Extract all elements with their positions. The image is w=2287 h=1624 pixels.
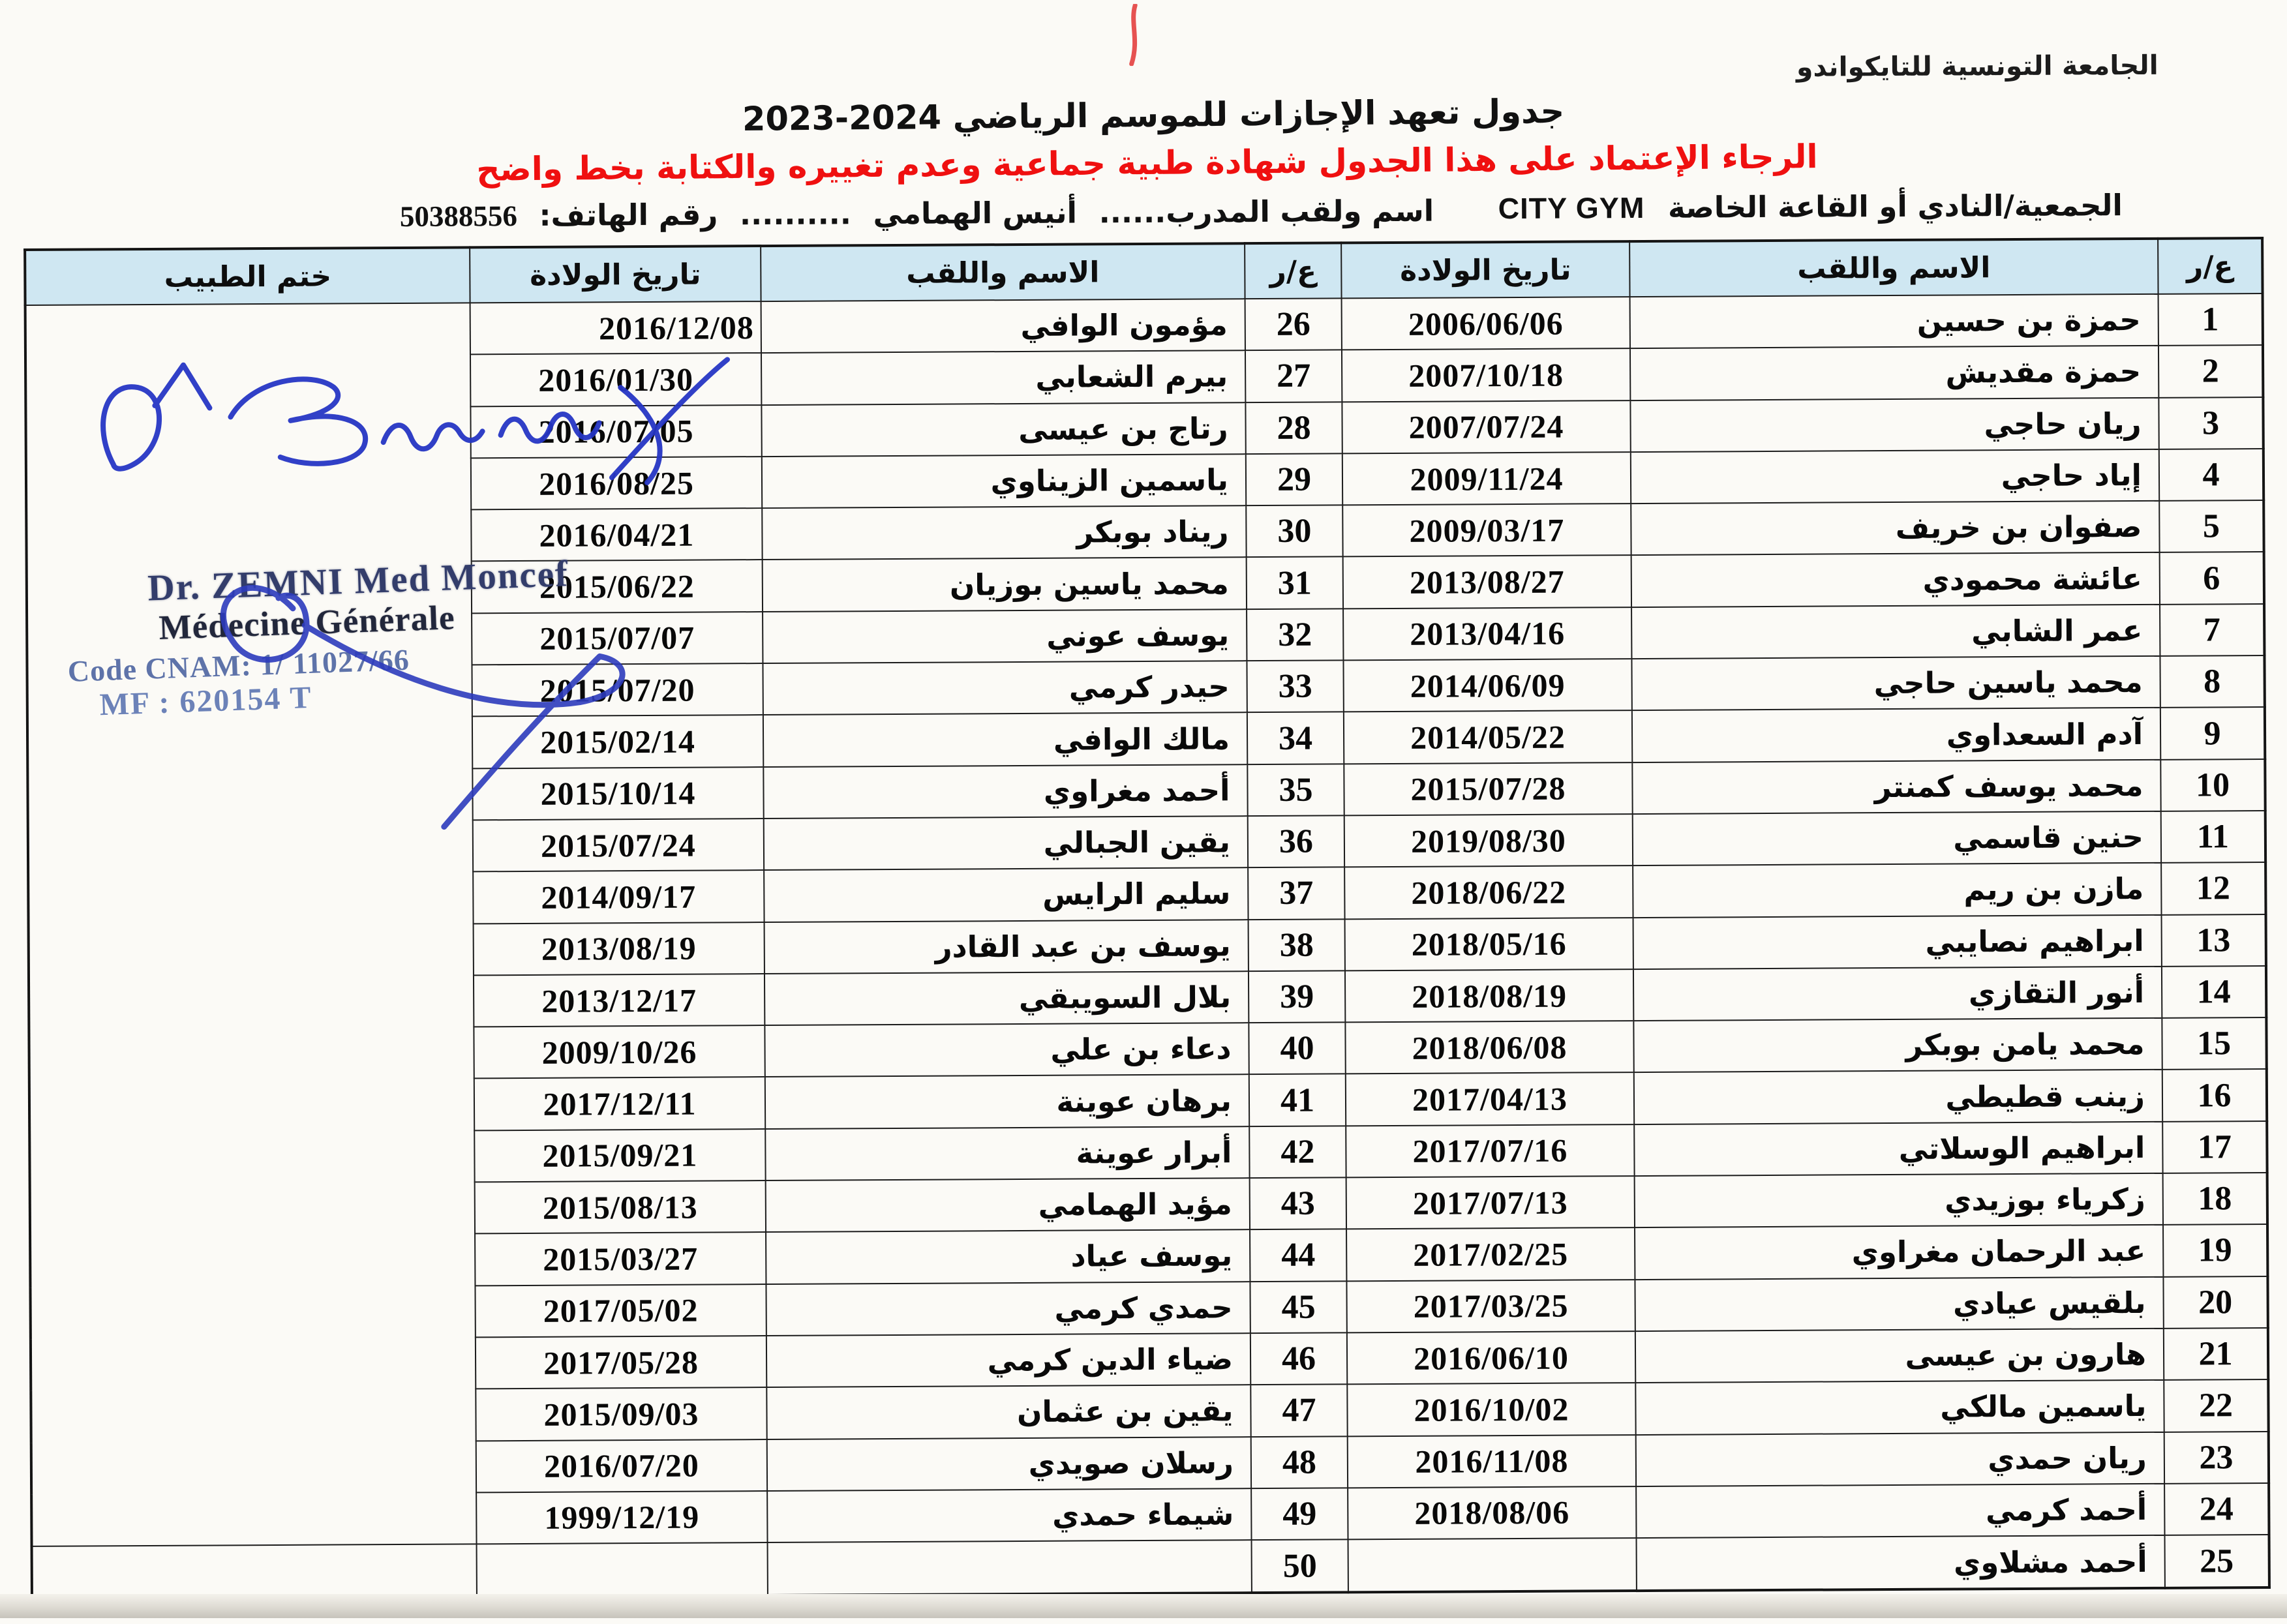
row-number-cell: 16 bbox=[2162, 1069, 2267, 1121]
row-number-cell: 33 bbox=[1247, 660, 1343, 712]
row-number-cell: 38 bbox=[1249, 919, 1345, 971]
name-cell: حمدي كرمي bbox=[766, 1282, 1250, 1336]
dob-cell: 2016/06/10 bbox=[1347, 1331, 1635, 1385]
name-cell: ريان حاجي bbox=[1630, 397, 2158, 452]
name-cell: بيرم الشعابي bbox=[761, 350, 1245, 404]
name-cell: زكرياء بوزيدي bbox=[1635, 1173, 2163, 1228]
row-number-cell: 9 bbox=[2160, 707, 2265, 759]
row-number-cell: 36 bbox=[1248, 815, 1344, 867]
scan-artifact-red bbox=[1126, 4, 1145, 66]
name-cell: دعاء بن علي bbox=[765, 1023, 1249, 1077]
row-number-cell: 41 bbox=[1249, 1074, 1346, 1126]
dob-cell: 2015/10/14 bbox=[472, 767, 763, 820]
phone-number: 50388556 bbox=[399, 200, 518, 233]
row-number-cell: 46 bbox=[1250, 1332, 1347, 1385]
name-cell: يوسف بن عبد القادر bbox=[765, 920, 1249, 974]
name-cell: أحمد مشلاوي bbox=[1637, 1535, 2165, 1591]
phone-label: رقم الهاتف: bbox=[539, 197, 718, 233]
coach-label: اسم ولقب المدرب...... bbox=[1098, 193, 1434, 230]
name-cell: ريان حمدي bbox=[1636, 1432, 2164, 1486]
organization-title: الجامعة التونسية للتايكواندو bbox=[1796, 49, 2158, 83]
dob-cell: 2014/06/09 bbox=[1343, 659, 1631, 712]
dob-cell: 2017/12/11 bbox=[474, 1077, 765, 1130]
dob-cell: 2013/04/16 bbox=[1343, 607, 1631, 661]
dob-cell: 2009/11/24 bbox=[1342, 452, 1631, 505]
row-number-cell: 19 bbox=[2163, 1224, 2267, 1276]
dob-cell: 2018/06/22 bbox=[1344, 865, 1633, 919]
name-cell: يوسف عوني bbox=[763, 609, 1247, 663]
row-number-cell: 31 bbox=[1247, 557, 1343, 609]
row-number-cell: 25 bbox=[2165, 1535, 2269, 1588]
doctor-stamp-cell bbox=[25, 303, 477, 1546]
header-name-right: الاسم واللقب bbox=[1629, 239, 2158, 297]
name-cell: ضياء الدين كرمي bbox=[766, 1333, 1250, 1387]
row-number-cell: 21 bbox=[2164, 1328, 2268, 1380]
row-number-cell: 7 bbox=[2160, 604, 2264, 656]
doctor-stamp-cell-empty bbox=[32, 1544, 477, 1599]
row-number-cell: 13 bbox=[2162, 914, 2266, 967]
dob-cell: 2013/08/19 bbox=[474, 922, 765, 976]
dob-cell: 2015/09/21 bbox=[474, 1129, 765, 1182]
row-number-cell: 47 bbox=[1250, 1385, 1347, 1437]
row-number-cell: 48 bbox=[1251, 1436, 1348, 1488]
name-cell: أنور التقازي bbox=[1633, 967, 2162, 1021]
header-name-left: الاسم واللقب bbox=[761, 243, 1245, 301]
dob-cell: 2015/07/24 bbox=[473, 819, 764, 872]
row-number-cell: 22 bbox=[2164, 1379, 2268, 1432]
stamp-cnam-code: Code CNAM: 1/ 11027/66 bbox=[67, 642, 410, 689]
row-number-cell: 30 bbox=[1246, 505, 1342, 558]
header-stamp: ختم الطبيب bbox=[25, 247, 470, 305]
stamp-specialty: Médecine Générale bbox=[158, 598, 456, 647]
dob-cell: 2016/08/25 bbox=[471, 457, 762, 510]
header-num-right: ع/ر bbox=[2158, 238, 2262, 294]
row-number-cell: 18 bbox=[2163, 1173, 2267, 1225]
name-cell: بلال السويبقي bbox=[765, 971, 1249, 1025]
document-title: جدول تعهد الإجازات للموسم الرياضي 2024-2023 bbox=[742, 92, 1565, 139]
name-cell bbox=[768, 1540, 1252, 1595]
row-number-cell: 50 bbox=[1252, 1540, 1348, 1593]
dob-cell: 2017/02/25 bbox=[1346, 1227, 1635, 1281]
row-number-cell: 35 bbox=[1247, 764, 1344, 816]
dob-cell: 2015/08/13 bbox=[475, 1180, 766, 1234]
notice-red-line: الرجاء الإعتماد على هذا الجدول شهادة طبية جماعية وعدم تغييره والكتابة بخط واضح bbox=[476, 138, 1818, 188]
row-number-cell: 2 bbox=[2158, 345, 2263, 397]
dob-cell bbox=[1348, 1538, 1637, 1592]
name-cell: ابراهيم الوسلاتي bbox=[1634, 1122, 2162, 1177]
table-body bbox=[25, 293, 2269, 1599]
header-num-left: ع/ر bbox=[1245, 243, 1341, 299]
row-number-cell: 4 bbox=[2159, 449, 2264, 501]
name-cell: سليم الرايس bbox=[764, 867, 1248, 922]
name-cell: أبرار عوينة bbox=[765, 1126, 1249, 1180]
dob-cell: 2017/05/02 bbox=[475, 1284, 766, 1338]
dob-cell: 2007/07/24 bbox=[1342, 400, 1630, 454]
row-number-cell: 37 bbox=[1248, 867, 1344, 920]
table-row bbox=[32, 1535, 2269, 1599]
dob-cell: 2016/01/30 bbox=[470, 353, 761, 406]
name-cell: عبد الرحمان مغراوي bbox=[1635, 1225, 2163, 1280]
row-number-cell: 12 bbox=[2161, 862, 2265, 914]
name-cell: رتاج بن عيسى bbox=[761, 402, 1245, 457]
dob-cell: 2015/03/27 bbox=[475, 1232, 766, 1286]
name-cell: محمد يامن بوبكر bbox=[1633, 1018, 2162, 1073]
coach-phone-line bbox=[394, 194, 1440, 233]
row-number-cell: 14 bbox=[2162, 966, 2266, 1018]
dob-cell: 2015/07/28 bbox=[1344, 762, 1632, 816]
dob-cell: 2019/08/30 bbox=[1344, 814, 1633, 867]
club-name: CITY GYM bbox=[1498, 190, 1645, 226]
row-number-cell: 44 bbox=[1250, 1229, 1346, 1282]
header-dob-left: تاريخ الولادة bbox=[470, 246, 761, 303]
dob-cell: 1999/12/19 bbox=[476, 1491, 767, 1544]
name-cell: حمزة بن حسين bbox=[1630, 294, 2158, 349]
name-cell: ياسمين مالكي bbox=[1635, 1380, 2164, 1435]
name-cell: مالك الوافي bbox=[763, 713, 1247, 767]
name-cell: محمد ياسين حاجي bbox=[1631, 656, 2160, 711]
name-cell: مؤيد الهمامي bbox=[766, 1178, 1250, 1232]
name-cell: شيماء حمدي bbox=[767, 1488, 1251, 1542]
row-number-cell: 10 bbox=[2160, 759, 2265, 811]
row-number-cell: 34 bbox=[1247, 712, 1344, 764]
row-number-cell: 15 bbox=[2162, 1017, 2266, 1070]
dob-cell: 2009/03/17 bbox=[1342, 504, 1631, 557]
row-number-cell: 32 bbox=[1247, 609, 1343, 661]
dob-cell: 2016/07/20 bbox=[476, 1439, 767, 1493]
name-cell: يوسف عياد bbox=[766, 1230, 1250, 1284]
dob-cell: 2018/08/06 bbox=[1348, 1486, 1636, 1540]
name-cell: ابراهيم نصايبي bbox=[1633, 914, 2162, 969]
dob-cell: 2009/10/26 bbox=[474, 1025, 765, 1079]
row-number-cell: 8 bbox=[2160, 655, 2264, 708]
name-cell: أحمد مغراوي bbox=[763, 764, 1247, 819]
dob-cell: 2013/12/17 bbox=[474, 974, 765, 1027]
name-cell: مازن بن ريم bbox=[1633, 863, 2161, 918]
dob-cell: 2014/05/22 bbox=[1344, 710, 1632, 764]
dob-cell: 2013/08/27 bbox=[1343, 556, 1631, 609]
name-cell: يقين الجبالي bbox=[764, 816, 1248, 870]
dob-cell: 2017/03/25 bbox=[1346, 1280, 1635, 1333]
row-number-cell: 3 bbox=[2158, 397, 2263, 449]
row-number-cell: 28 bbox=[1245, 402, 1342, 454]
name-cell: محمد ياسين بوزيان bbox=[763, 558, 1247, 612]
name-cell: عائشة محمودي bbox=[1631, 552, 2160, 607]
header-dob-right: تاريخ الولادة bbox=[1341, 241, 1629, 298]
row-number-cell: 26 bbox=[1245, 298, 1342, 350]
dob-cell: 2014/09/17 bbox=[473, 870, 764, 924]
name-cell: آدم السعداوي bbox=[1632, 708, 2160, 762]
name-cell: يقين بن عثمان bbox=[766, 1385, 1250, 1439]
name-cell: إياد حاجي bbox=[1631, 449, 2159, 504]
name-cell: زينب قطيطي bbox=[1634, 1070, 2162, 1124]
name-cell: رسلان صويدي bbox=[767, 1437, 1251, 1491]
stamp-mf-code: MF : 620154 T bbox=[98, 680, 313, 722]
dob-cell: 2016/07/05 bbox=[470, 405, 761, 459]
row-number-cell: 39 bbox=[1249, 970, 1345, 1023]
row-number-cell: 42 bbox=[1249, 1126, 1346, 1178]
dots-filler: .......... bbox=[739, 196, 852, 232]
license-table bbox=[23, 237, 2271, 1601]
row-number-cell: 45 bbox=[1250, 1281, 1346, 1333]
dob-cell: 2017/07/16 bbox=[1346, 1124, 1634, 1178]
dob-cell: 2016/11/08 bbox=[1348, 1435, 1636, 1488]
name-cell: أحمد كرمي bbox=[1636, 1484, 2164, 1539]
dob-cell: 2018/06/08 bbox=[1345, 1021, 1633, 1074]
row-number-cell: 17 bbox=[2162, 1121, 2267, 1173]
dob-cell: 2016/12/08 bbox=[470, 301, 761, 355]
dob-cell: 2017/04/13 bbox=[1346, 1073, 1634, 1126]
row-number-cell: 23 bbox=[2164, 1432, 2269, 1484]
row-number-cell: 49 bbox=[1251, 1488, 1348, 1540]
dob-cell: 2018/08/19 bbox=[1345, 969, 1633, 1023]
club-line bbox=[1492, 188, 2129, 226]
row-number-cell: 29 bbox=[1246, 453, 1342, 505]
club-label: الجمعية/النادي أو القاعة الخاصة bbox=[1667, 188, 2123, 225]
name-cell: ريناد بوبكر bbox=[762, 505, 1246, 560]
dob-cell: 2015/06/22 bbox=[472, 560, 763, 614]
dob-cell: 2017/07/13 bbox=[1346, 1176, 1635, 1229]
row-number-cell: 5 bbox=[2159, 500, 2264, 552]
row-number-cell: 6 bbox=[2160, 552, 2264, 604]
dob-cell: 2007/10/18 bbox=[1342, 348, 1630, 402]
coach-name: أنيس الهمامي bbox=[873, 195, 1078, 232]
row-number-cell: 1 bbox=[2158, 293, 2263, 346]
name-cell: مؤمون الوافي bbox=[761, 299, 1245, 353]
dob-cell: 2015/07/07 bbox=[472, 612, 763, 665]
name-cell: هارون بن عيسى bbox=[1635, 1329, 2164, 1383]
dob-cell: 2006/06/06 bbox=[1342, 297, 1630, 350]
dob-cell: 2015/09/03 bbox=[476, 1387, 766, 1441]
name-cell: حنين قاسمي bbox=[1633, 811, 2161, 866]
name-cell: حمزة مقديش bbox=[1630, 346, 2158, 400]
row-number-cell: 43 bbox=[1250, 1177, 1346, 1229]
row-number-cell: 40 bbox=[1249, 1023, 1345, 1075]
row-number-cell: 11 bbox=[2161, 811, 2265, 863]
dob-cell: 2018/05/16 bbox=[1345, 918, 1633, 971]
dob-cell: 2015/02/14 bbox=[472, 715, 763, 768]
dob-cell: 2015/07/20 bbox=[472, 663, 763, 717]
dob-cell: 2016/10/02 bbox=[1347, 1383, 1635, 1436]
name-cell: محمد يوسف كمنتر bbox=[1632, 760, 2160, 815]
name-cell: حيدر كرمي bbox=[763, 661, 1247, 715]
name-cell: عمر الشابي bbox=[1631, 605, 2160, 659]
scanner-shadow-band bbox=[0, 1594, 2287, 1618]
name-cell: صفوان بن خريف bbox=[1631, 501, 2159, 556]
row-number-cell: 20 bbox=[2163, 1276, 2267, 1329]
name-cell: ياسمين الزيناوي bbox=[762, 454, 1246, 508]
stamp-doctor-name: Dr. ZEMNI Med Moncef bbox=[147, 553, 569, 609]
name-cell: برهان عوينة bbox=[765, 1075, 1249, 1129]
dob-cell: 2016/04/21 bbox=[471, 508, 762, 562]
dob-cell: 2017/05/28 bbox=[476, 1336, 766, 1389]
dob-cell bbox=[477, 1542, 768, 1597]
title-block bbox=[0, 91, 2284, 188]
row-number-cell: 24 bbox=[2164, 1483, 2269, 1535]
row-number-cell: 27 bbox=[1245, 350, 1342, 402]
name-cell: بلقيس عيادي bbox=[1635, 1276, 2163, 1331]
